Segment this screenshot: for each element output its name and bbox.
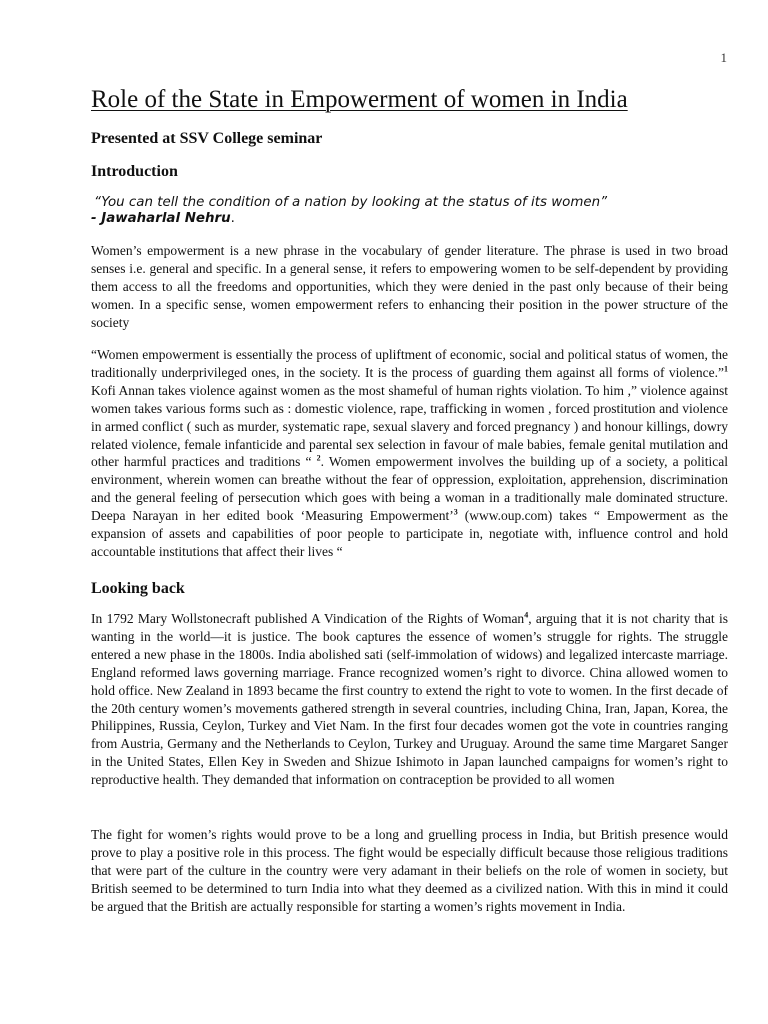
paragraph-2-part-b: Kofi Annan takes violence against women as the most shameful of human rights violation. To him ,” violence against women takes various forms such as : domestic violence, rape, trafficking in women , forced prostitution and violence in armed conflict ( such as murder, systematic rape, sexual slavery and forced pregnancy ) and honour killings, dowry related violence, female infanticide and parental sex selection in favour of male babies, female genital mutilation and other harmful practices and traditions “ — [91, 382, 728, 470]
paragraph-2-part-a: “Women empowerment is essentially the process of upliftment of economic, social and political status of women, the traditionally underprivileged ones, in the society. It is the process of guarding them against all forms of violence.” — [91, 347, 728, 380]
quote-author: - Jawaharlal Nehru — [91, 211, 231, 226]
paragraph-empowerment-process — [91, 346, 728, 561]
page-number: 1 — [720, 50, 727, 65]
paragraph-british-role: The fight for women’s rights would prove to be a long and gruelling process in India, but British presence would prove to play a positive role in this process. The fight would be especially difficult because those religious traditions that were part of the culture in the country were very adamant in their beliefs on the role of women in society, but British seemed to be determined to turn India into what they deemed as a civilized nation. With this in mind it could be argued that the British are actually responsible for starting a women’s rights movement in India. — [91, 827, 728, 914]
paragraph-3-part-a: In 1792 Mary Wollstonecraft published A Vindication of the Rights of Woman — [91, 611, 525, 626]
quote-text: “You can tell the condition of a nation by looking at the status of its women” — [94, 195, 608, 210]
looking-back-heading: Looking back — [91, 580, 185, 597]
document-subtitle: Presented at SSV College seminar — [91, 130, 323, 147]
document-title: Role of the State in Empowerment of women in India — [91, 86, 628, 113]
footnote-marker-1: 1 — [724, 364, 728, 374]
paragraph-empowerment-definition: Women’s empowerment is a new phrase in the vocabulary of gender literature. The phrase is used in two broad senses i.e. general and specific. In a general sense, it refers to empowering women to be self-dependent by providing them access to all the freedoms and opportunities, which they were denied in the past only because of their being women. In a specific sense, women empowerment refers to enhancing their position in the power structure of the society — [91, 243, 728, 330]
epigraph-quote — [91, 195, 741, 227]
paragraph-3-part-b: , arguing that it is not charity that is wanting in the world—it is justice. The book captures the essence of women’s struggle for rights. The struggle entered a new phase in the 1800s. India abolished sati (self-immolation of widows) and legalized intercaste marriage. England reformed laws governing marriage. France recognized women’s right to divorce. China allowed women to hold office. New Zealand in 1893 became the first country to extend the right to vote to women. In the first decade of the 20th century women’s movements gathered strength in several countries, including China, Iran, Japan, Korea, the Philippines, Russia, Ceylon, Turkey and Viet Nam. In the first four decades women got the vote in countries ranging from Austria, Germany and the Netherlands to Ceylon, Turkey and Uruguay. Around the same time Margaret Sanger in the United States, Ellen Key in Sweden and Shizue Ishimoto in Japan launched campaigns for women’s right to reproductive health. They demanded that information on contraception be provided to all women — [91, 611, 728, 788]
paragraph-2-part-c: . Women empowerment involves the building up of a society, a political environment, wherein women can breathe without the fear of oppression, exploitation, apprehension, discrimination and the general feeling of persecution which goes with being a woman in a traditionally male dominated structure. Deepa Narayan in her edited book ‘Measuring Empowerment’ — [91, 454, 728, 524]
paragraph-2-part-d: (www.oup.com) takes “ Empowerment as the expansion of assets and capabilities of poor people to participate in, negotiate with, influence control and hold accountable institutions that affect their lives “ — [91, 508, 728, 559]
quote-author-suffix: . — [230, 211, 235, 226]
footnote-marker-2: 2 — [316, 453, 321, 463]
footnote-marker-4: 4 — [524, 610, 529, 620]
introduction-heading: Introduction — [91, 163, 178, 180]
footnote-marker-3: 3 — [453, 507, 458, 517]
paragraph-history — [91, 610, 728, 789]
